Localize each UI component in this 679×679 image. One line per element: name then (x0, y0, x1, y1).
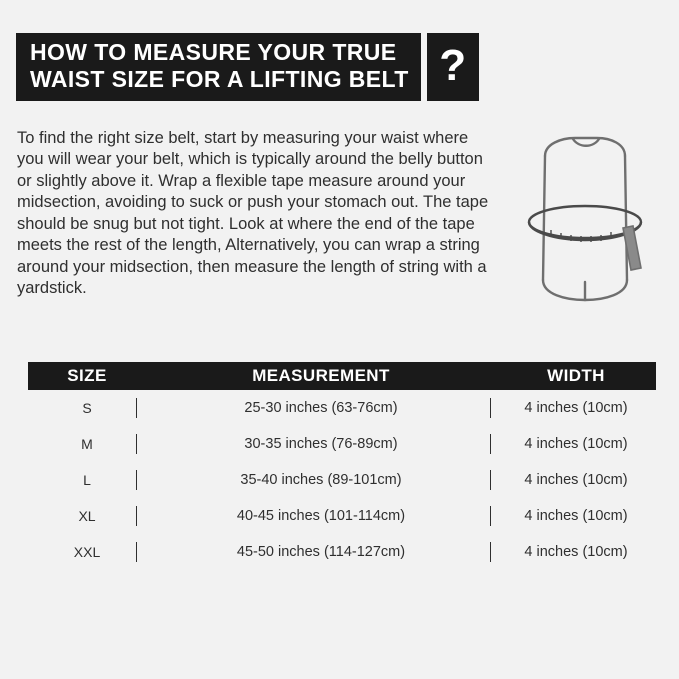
row-divider (136, 398, 137, 418)
question-mark-icon: ? (439, 41, 467, 91)
cell-size: XXL (73, 544, 101, 560)
cell-size: S (82, 400, 92, 416)
row-divider (490, 398, 491, 418)
cell-measurement: 35-40 inches (89-101cm) (240, 472, 402, 488)
intro-paragraph: To find the right size belt, start by measuring your waist where you will wear your belt, which is typically around the belly button or slightly above it. Wrap a flexible tape measure around your midsection, avoiding to suck or push your stomach out. The tape should be snug but not tight. Look at where the end of the tape meets the rest of the length, Alternatively, you can wrap a string around your midsection, then measure the length of string with a yardstick. (17, 129, 489, 298)
row-divider (136, 470, 137, 490)
question-mark-badge (427, 33, 479, 101)
column-header-measurement: MEASUREMENT (252, 366, 390, 385)
row-divider (490, 434, 491, 454)
row-divider (490, 506, 491, 526)
table-row (28, 462, 656, 498)
row-divider (490, 542, 491, 562)
table-row (28, 534, 656, 570)
row-divider (490, 470, 491, 490)
header-title-box (16, 33, 421, 101)
torso-measuring-illustration (505, 130, 665, 310)
cell-measurement: 30-35 inches (76-89cm) (244, 436, 398, 452)
size-table (28, 362, 656, 570)
header-title-line-1: HOW TO MEASURE YOUR TRUE (30, 39, 397, 65)
column-header-width: WIDTH (547, 366, 605, 385)
cell-measurement: 40-45 inches (101-114cm) (236, 508, 406, 524)
column-header-size: SIZE (67, 366, 107, 385)
cell-measurement: 45-50 inches (114-127cm) (236, 544, 406, 560)
table-row (28, 426, 656, 462)
row-divider (136, 542, 137, 562)
cell-width: 4 inches (10cm) (524, 436, 628, 452)
row-divider (136, 434, 137, 454)
header-title-line-2: WAIST SIZE FOR A LIFTING BELT (30, 66, 409, 93)
table-row (28, 498, 656, 534)
cell-measurement: 25-30 inches (63-76cm) (244, 400, 398, 416)
table-header-row (28, 362, 656, 390)
cell-size: XL (78, 508, 96, 524)
cell-size: L (83, 472, 91, 488)
cell-width: 4 inches (10cm) (524, 400, 628, 416)
cell-width: 4 inches (10cm) (524, 472, 628, 488)
cell-size: M (81, 436, 93, 452)
header (16, 33, 479, 101)
cell-width: 4 inches (10cm) (524, 544, 628, 560)
table-row (28, 390, 656, 426)
row-divider (136, 506, 137, 526)
cell-width: 4 inches (10cm) (524, 508, 628, 524)
